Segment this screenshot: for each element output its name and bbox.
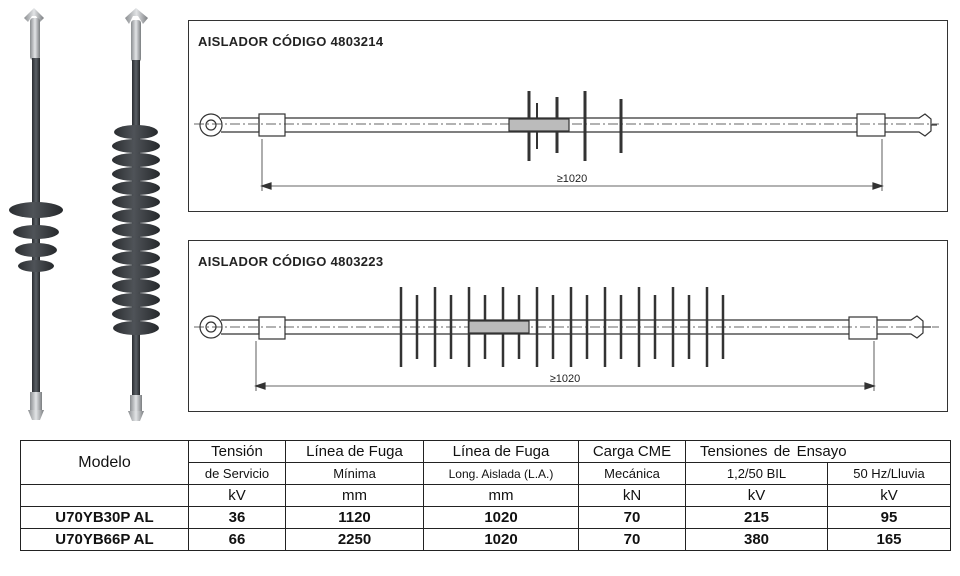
header-cell: Línea de Fuga bbox=[424, 441, 579, 463]
insulator-drawing-short bbox=[189, 21, 949, 213]
unit-cell: mm bbox=[286, 485, 424, 507]
value-cell: 215 bbox=[686, 507, 828, 529]
unit-cell: kV bbox=[828, 485, 951, 507]
value-cell: 2250 bbox=[286, 529, 424, 551]
value-cell: 1120 bbox=[286, 507, 424, 529]
unit-cell: kN bbox=[579, 485, 686, 507]
dimension-label: ≥1020 bbox=[549, 373, 581, 385]
value-cell: 1020 bbox=[424, 529, 579, 551]
value-cell: 36 bbox=[189, 507, 286, 529]
model-cell: U70YB30P AL bbox=[21, 507, 189, 529]
insulator-photo-long bbox=[112, 8, 160, 421]
dimension-label: ≥1020 bbox=[556, 173, 588, 185]
header-cell: 50 Hz/Lluvia bbox=[828, 463, 951, 485]
units-row bbox=[21, 485, 951, 507]
drawing-panel-4803214 bbox=[188, 20, 948, 212]
header-cell: Long. Aislada (L.A.) bbox=[424, 463, 579, 485]
insulator-photos bbox=[0, 0, 185, 430]
header-cell: 1,2/50 BIL bbox=[686, 463, 828, 485]
model-header: Modelo bbox=[21, 441, 189, 485]
drawing-panel-4803223 bbox=[188, 240, 948, 412]
value-cell: 165 bbox=[828, 529, 951, 551]
units-blank bbox=[21, 485, 189, 507]
value-cell: 95 bbox=[828, 507, 951, 529]
unit-cell: mm bbox=[424, 485, 579, 507]
header-cell: Carga CME bbox=[579, 441, 686, 463]
header-cell: Línea de Fuga bbox=[286, 441, 424, 463]
value-cell: 70 bbox=[579, 529, 686, 551]
header-cell: Mínima bbox=[286, 463, 424, 485]
spec-table bbox=[20, 440, 951, 551]
header-cell: Tensiones de Ensayo bbox=[686, 441, 951, 463]
value-cell: 70 bbox=[579, 507, 686, 529]
table-row bbox=[21, 529, 951, 551]
value-cell: 66 bbox=[189, 529, 286, 551]
header-cell: de Servicio bbox=[189, 463, 286, 485]
table-row bbox=[21, 507, 951, 529]
header-cell: Tensión bbox=[189, 441, 286, 463]
header-cell: Mecánica bbox=[579, 463, 686, 485]
model-cell: U70YB66P AL bbox=[21, 529, 189, 551]
insulator-photo-short bbox=[9, 8, 63, 420]
drawing-title: AISLADOR CÓDIGO 4803214 bbox=[198, 34, 384, 49]
unit-cell: kV bbox=[189, 485, 286, 507]
header-row bbox=[21, 441, 951, 463]
value-cell: 1020 bbox=[424, 507, 579, 529]
value-cell: 380 bbox=[686, 529, 828, 551]
drawing-title: AISLADOR CÓDIGO 4803223 bbox=[198, 254, 384, 269]
unit-cell: kV bbox=[686, 485, 828, 507]
